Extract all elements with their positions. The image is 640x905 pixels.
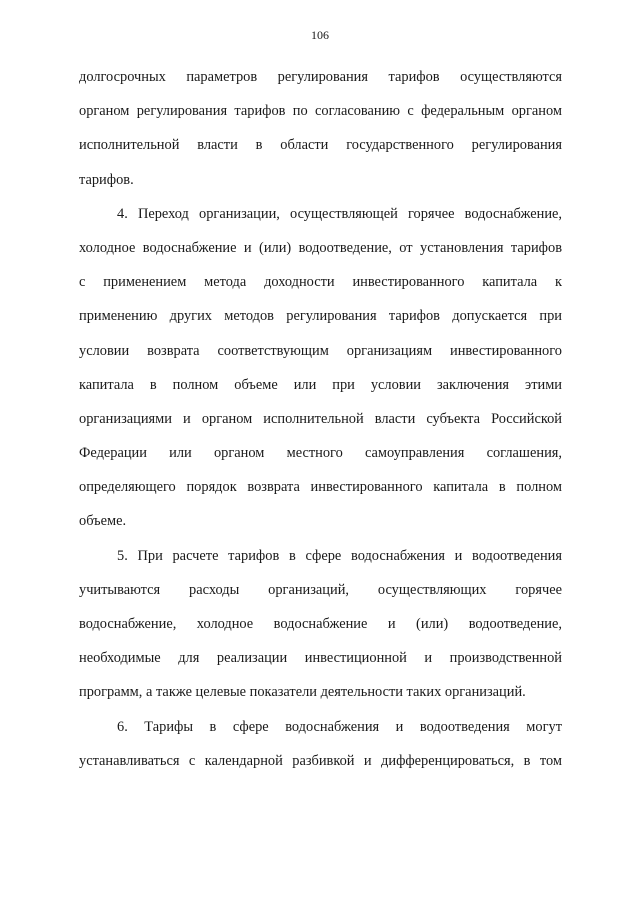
paragraph [79, 197, 562, 539]
text-line: объеме. [79, 513, 127, 530]
text-line: учитываются расходы организаций, осуществляющих горячее [79, 581, 562, 598]
text-line: программ, а также целевые показатели деятельности таких организаций. [79, 684, 526, 701]
text-line: условии возврата соответствующим организациям инвестированного [79, 342, 562, 359]
text-line: 6. Тарифы в сфере водоснабжения и водоотведения могут [117, 718, 562, 735]
page-number: 106 [311, 28, 329, 42]
text-line: 5. При расчете тарифов в сфере водоснабжения и водоотведения [117, 547, 562, 564]
text-line: органом регулирования тарифов по согласованию с федеральным органом [79, 103, 562, 120]
body-text [79, 60, 562, 778]
text-line: применению других методов регулирования тарифов допускается при [79, 308, 562, 325]
text-line: водоснабжение, холодное водоснабжение и (или) водоотведение, [79, 616, 562, 632]
text-line: организациями и органом исполнительной власти субъекта Российской [79, 410, 562, 427]
text-line: определяющего порядок возврата инвестированного капитала в полном [79, 479, 562, 496]
text-line: холодное водоснабжение и (или) водоотведение, от установления тарифов [79, 239, 562, 256]
text-line: исполнительной власти в области государственного регулирования [79, 137, 562, 154]
text-line: капитала в полном объеме или при условии заключения этими [79, 376, 562, 393]
text-line: с применением метода доходности инвестированного капитала к [79, 274, 562, 291]
text-line: 4. Переход организации, осуществляющей горячее водоснабжение, [117, 205, 562, 222]
text-line: необходимые для реализации инвестиционной и производственной [79, 650, 562, 667]
paragraph [79, 60, 562, 197]
text-line: Федерации или органом местного самоуправления соглашения, [79, 445, 562, 462]
text-line: долгосрочных параметров регулирования тарифов осуществляются [79, 69, 562, 85]
paragraph [79, 710, 562, 778]
text-line: тарифов. [79, 171, 134, 188]
paragraph [79, 539, 562, 710]
text-line: устанавливаться с календарной разбивкой и дифференцироваться, в том [79, 752, 562, 769]
